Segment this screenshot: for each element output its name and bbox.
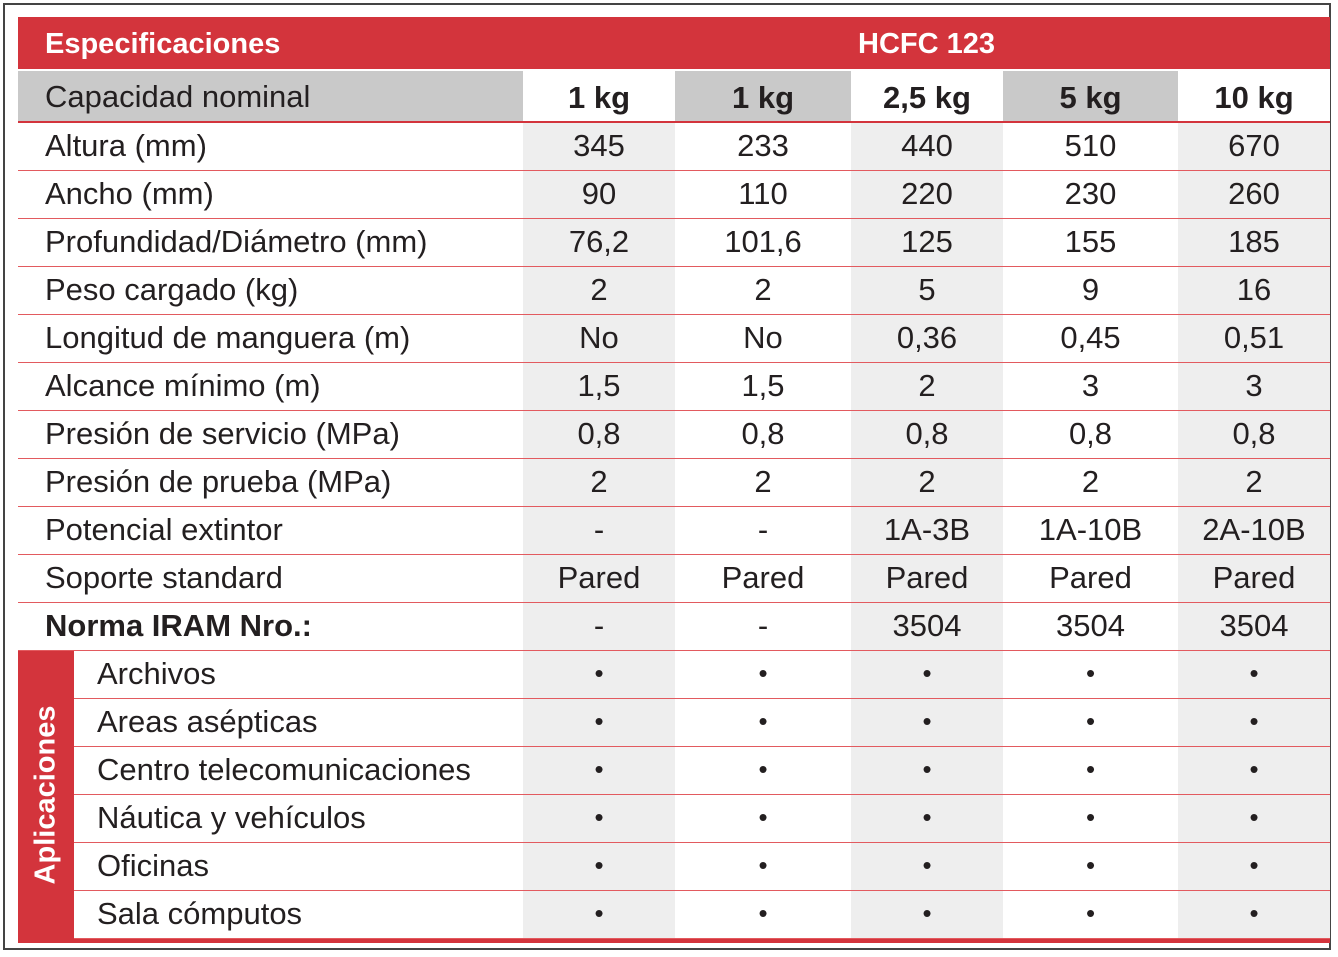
row-label: Profundidad/Diámetro (mm) (18, 219, 523, 266)
cell-value: 110 (675, 171, 851, 218)
cell-value: 440 (851, 123, 1003, 170)
application-label: Archivos (74, 651, 523, 698)
cell-value: - (675, 603, 851, 650)
cell-value: Pared (523, 555, 675, 602)
table-row (18, 171, 1330, 219)
cell-value: 76,2 (523, 219, 675, 266)
row-label: Norma IRAM Nro.: (18, 603, 523, 650)
header-group: HCFC 123 (858, 28, 995, 60)
cell-value: Pared (675, 555, 851, 602)
bullet-mark: • (1003, 891, 1178, 938)
table-row (18, 267, 1330, 315)
bullet-mark: • (851, 651, 1003, 698)
bottom-accent-bar (18, 939, 1330, 943)
applications-section (18, 651, 1330, 939)
cell-value: 1A-3B (851, 507, 1003, 554)
cell-value: 2 (1003, 459, 1178, 506)
bullet-mark: • (523, 891, 675, 938)
application-label: Centro telecomunicaciones (74, 747, 523, 794)
list-item (74, 843, 1330, 891)
applications-title: Aplicaciones (29, 705, 62, 885)
bullet-mark: • (851, 891, 1003, 938)
application-label: Oficinas (74, 843, 523, 890)
cell-value: 2 (523, 267, 675, 314)
cell-value: 2 (675, 267, 851, 314)
row-label: Altura (mm) (18, 123, 523, 170)
cell-value: Pared (1178, 555, 1330, 602)
cell-value: 9 (1003, 267, 1178, 314)
bullet-mark: • (523, 699, 675, 746)
table-row (18, 555, 1330, 603)
cell-value: No (675, 315, 851, 362)
cell-value: 670 (1178, 123, 1330, 170)
capacity-value: 10 kg (1178, 71, 1330, 121)
bullet-mark: • (1003, 843, 1178, 890)
cell-value: 2 (1178, 459, 1330, 506)
cell-value: 3 (1003, 363, 1178, 410)
table-row (18, 219, 1330, 267)
cell-value: 90 (523, 171, 675, 218)
cell-value: 185 (1178, 219, 1330, 266)
bullet-mark: • (675, 891, 851, 938)
cell-value: 2 (523, 459, 675, 506)
spec-rows (18, 123, 1330, 651)
row-label: Ancho (mm) (18, 171, 523, 218)
cell-value: 16 (1178, 267, 1330, 314)
bullet-mark: • (851, 795, 1003, 842)
cell-value: Pared (1003, 555, 1178, 602)
cell-value: 345 (523, 123, 675, 170)
cell-value: 2A-10B (1178, 507, 1330, 554)
row-label: Alcance mínimo (m) (18, 363, 523, 410)
cell-value: - (523, 507, 675, 554)
bullet-mark: • (1178, 651, 1330, 698)
row-label: Potencial extintor (18, 507, 523, 554)
cell-value: 125 (851, 219, 1003, 266)
capacity-value: 5 kg (1003, 71, 1178, 121)
cell-value: 230 (1003, 171, 1178, 218)
cell-value: 3504 (851, 603, 1003, 650)
cell-value: 2 (851, 363, 1003, 410)
cell-value: 0,36 (851, 315, 1003, 362)
application-label: Sala cómputos (74, 891, 523, 938)
capacity-value: 1 kg (675, 71, 851, 121)
table-row (18, 603, 1330, 651)
capacity-row (18, 71, 1330, 123)
table-row (18, 363, 1330, 411)
bullet-mark: • (1178, 795, 1330, 842)
cell-value: 0,8 (675, 411, 851, 458)
bullet-mark: • (675, 843, 851, 890)
bullet-mark: • (523, 795, 675, 842)
cell-value: 3504 (1003, 603, 1178, 650)
bullet-mark: • (523, 843, 675, 890)
cell-value: 3 (1178, 363, 1330, 410)
applications-rows (74, 651, 1330, 939)
header-title: Especificaciones (45, 28, 281, 60)
bullet-mark: • (675, 651, 851, 698)
cell-value: 2 (675, 459, 851, 506)
bullet-mark: • (1003, 747, 1178, 794)
bullet-mark: • (675, 747, 851, 794)
list-item (74, 747, 1330, 795)
spec-sheet-frame (3, 3, 1331, 950)
cell-value: 0,8 (523, 411, 675, 458)
row-label: Soporte standard (18, 555, 523, 602)
cell-value: 1,5 (675, 363, 851, 410)
list-item (74, 795, 1330, 843)
cell-value: 1A-10B (1003, 507, 1178, 554)
cell-value: 233 (675, 123, 851, 170)
cell-value: 1,5 (523, 363, 675, 410)
cell-value: 2 (851, 459, 1003, 506)
cell-value: Pared (851, 555, 1003, 602)
cell-value: 0,8 (1178, 411, 1330, 458)
list-item (74, 651, 1330, 699)
capacity-value: 1 kg (523, 71, 675, 121)
list-item (74, 699, 1330, 747)
table-row (18, 507, 1330, 555)
cell-value: No (523, 315, 675, 362)
cell-value: 5 (851, 267, 1003, 314)
table-row (18, 123, 1330, 171)
bullet-mark: • (675, 795, 851, 842)
cell-value: 0,8 (1003, 411, 1178, 458)
capacity-label: Capacidad nominal (18, 71, 523, 121)
table-row (18, 459, 1330, 507)
cell-value: 0,51 (1178, 315, 1330, 362)
bullet-mark: • (851, 699, 1003, 746)
bullet-mark: • (1003, 795, 1178, 842)
application-label: Náutica y vehículos (74, 795, 523, 842)
application-label: Areas asépticas (74, 699, 523, 746)
row-label: Peso cargado (kg) (18, 267, 523, 314)
cell-value: 155 (1003, 219, 1178, 266)
bullet-mark: • (523, 651, 675, 698)
cell-value: 510 (1003, 123, 1178, 170)
cell-value: - (675, 507, 851, 554)
row-label: Presión de servicio (MPa) (18, 411, 523, 458)
cell-value: 0,8 (851, 411, 1003, 458)
bullet-mark: • (851, 747, 1003, 794)
cell-value: 260 (1178, 171, 1330, 218)
bullet-mark: • (1003, 651, 1178, 698)
row-label: Presión de prueba (MPa) (18, 459, 523, 506)
bullet-mark: • (851, 843, 1003, 890)
capacity-value: 2,5 kg (851, 71, 1003, 121)
cell-value: 101,6 (675, 219, 851, 266)
list-item (74, 891, 1330, 939)
bullet-mark: • (1178, 843, 1330, 890)
cell-value: 0,45 (1003, 315, 1178, 362)
applications-side-label (18, 651, 74, 939)
table-row (18, 315, 1330, 363)
bullet-mark: • (523, 747, 675, 794)
row-label: Longitud de manguera (m) (18, 315, 523, 362)
bullet-mark: • (675, 699, 851, 746)
cell-value: 220 (851, 171, 1003, 218)
cell-value: - (523, 603, 675, 650)
bullet-mark: • (1178, 891, 1330, 938)
bullet-mark: • (1178, 699, 1330, 746)
cell-value: 3504 (1178, 603, 1330, 650)
bullet-mark: • (1178, 747, 1330, 794)
specifications-table (18, 17, 1330, 943)
table-row (18, 411, 1330, 459)
bullet-mark: • (1003, 699, 1178, 746)
table-header (18, 17, 1330, 71)
